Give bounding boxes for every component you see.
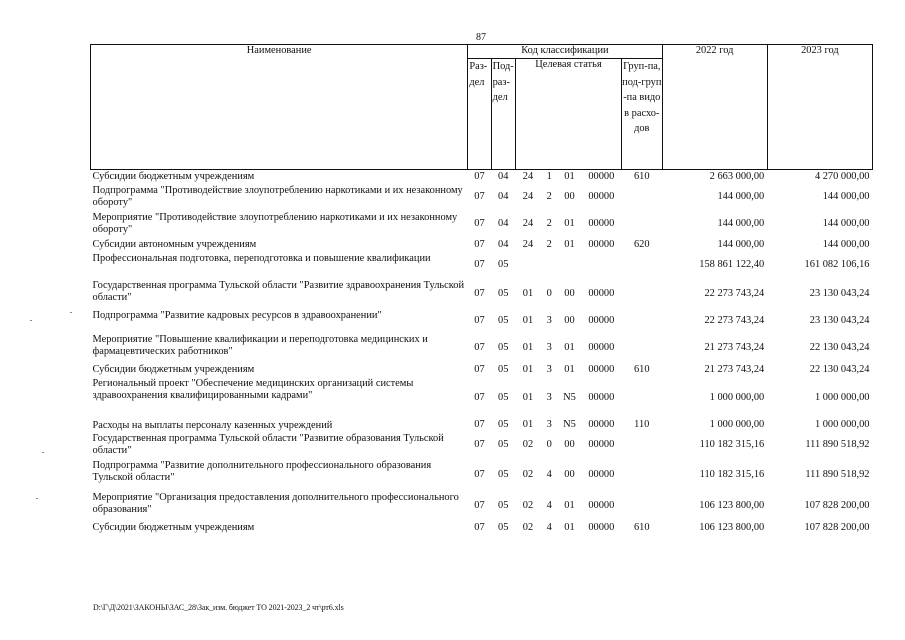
row-section: 07: [474, 499, 485, 511]
row-target-direction: 00000: [588, 468, 615, 480]
row-amount-2023: 161 082 106,16: [804, 259, 870, 270]
row-amount-2023: 144 000,00: [822, 218, 870, 229]
row-expense-group: [622, 491, 663, 521]
page-number: 87: [476, 32, 486, 43]
row-expense-group: [622, 184, 663, 211]
row-expense-group: 610: [633, 170, 650, 182]
row-section: 07: [474, 314, 485, 326]
row-target-direction: 00000: [588, 314, 615, 326]
row-name: Подпрограмма "Развитие кадровых ресурсов в здравоохранении": [92, 309, 382, 321]
table-row: [91, 432, 873, 459]
row-amount-2022: 21 273 743,24: [704, 341, 765, 353]
row-name: Мероприятие "Повышение квалификации и переподготовка медицинских и фармацевтических работников": [92, 333, 428, 357]
row-section: 07: [474, 391, 485, 403]
row-subsection: 05: [498, 468, 509, 480]
row-target-program: 02: [522, 499, 534, 511]
row-target-subprogram: 4: [546, 499, 552, 511]
row-target-event: 01: [564, 170, 575, 182]
row-name: Расходы на выплаты персоналу казенных учреждений: [92, 419, 333, 431]
row-section: 07: [474, 238, 485, 250]
row-target-program: 24: [522, 170, 534, 182]
table-row: [91, 184, 873, 211]
row-amount-2022: 22 273 743,24: [704, 314, 765, 326]
row-section: 07: [474, 363, 485, 375]
row-section: 07: [474, 259, 485, 270]
table-row: [91, 459, 873, 491]
row-name: Подпрограмма "Противодействие злоупотреблению наркотиками и их незаконному обороту": [92, 184, 463, 208]
row-target-direction: 00000: [588, 521, 615, 533]
row-target-direction: 00000: [588, 341, 615, 353]
table-row: [91, 333, 873, 363]
row-target-direction: [581, 252, 621, 279]
table-row: [91, 211, 873, 238]
row-amount-2022: 158 861 122,40: [699, 259, 765, 270]
row-name: Мероприятие "Организация предоставления дополнительного профессионального образования": [92, 491, 459, 515]
row-subsection: 05: [498, 439, 509, 450]
row-section: 07: [474, 521, 485, 533]
row-expense-group: [622, 309, 663, 333]
header-section: Раз-дел: [468, 59, 491, 170]
row-amount-2023: 4 270 000,00: [814, 170, 870, 182]
row-target-program: 01: [522, 341, 534, 353]
row-target-subprogram: 3: [546, 419, 552, 430]
row-amount-2023: 107 828 200,00: [804, 521, 870, 533]
row-expense-group: [622, 459, 663, 491]
header-subsection: Под-раз-дел: [491, 59, 515, 170]
row-name: Мероприятие "Противодействие злоупотреблению наркотиками и их незаконному обороту": [92, 211, 458, 235]
row-amount-2023: 23 130 043,24: [809, 287, 870, 299]
row-target-event: 01: [564, 363, 575, 375]
row-amount-2023: 22 130 043,24: [809, 363, 870, 375]
row-amount-2022: 144 000,00: [717, 191, 765, 202]
row-amount-2023: 144 000,00: [822, 191, 870, 202]
row-target-subprogram: [541, 252, 558, 279]
row-expense-group: 610: [633, 363, 650, 375]
row-target-event: 01: [564, 341, 575, 353]
row-amount-2022: 1 000 000,00: [709, 419, 765, 430]
row-section: 07: [474, 468, 485, 480]
row-amount-2022: 106 123 800,00: [699, 521, 765, 533]
row-subsection: 05: [498, 341, 509, 353]
row-target-subprogram: 4: [546, 521, 552, 533]
row-section: 07: [474, 341, 485, 353]
row-target-direction: 00000: [588, 170, 615, 182]
row-expense-group: [622, 211, 663, 238]
row-target-program: 02: [522, 521, 534, 533]
row-subsection: 04: [498, 170, 509, 182]
row-amount-2022: 22 273 743,24: [704, 287, 765, 299]
row-target-direction: 00000: [588, 419, 615, 430]
row-target-direction: 00000: [588, 363, 615, 375]
table-row: [91, 521, 873, 535]
row-subsection: 04: [498, 191, 509, 202]
row-target-program: 24: [522, 218, 534, 229]
row-target-event: 01: [564, 499, 575, 511]
row-name: Субсидии автономным учреждениям: [92, 238, 257, 250]
row-name: Региональный проект "Обеспечение медицинских организаций системы здравоохранения квалифицированными кадрами": [92, 377, 414, 401]
row-section: 07: [474, 218, 485, 229]
row-target-subprogram: 0: [546, 287, 552, 299]
row-amount-2022: 2 663 000,00: [709, 170, 765, 182]
row-target-event: 01: [564, 521, 575, 533]
row-subsection: 05: [498, 287, 509, 299]
row-section: 07: [474, 191, 485, 202]
scan-speck: [36, 498, 38, 499]
row-expense-group: [622, 377, 663, 419]
row-target-subprogram: 3: [546, 391, 552, 403]
row-expense-group: [622, 333, 663, 363]
row-amount-2023: 1 000 000,00: [814, 391, 870, 403]
scan-speck: [42, 452, 44, 453]
row-amount-2022: 144 000,00: [717, 218, 765, 229]
row-amount-2022: 144 000,00: [717, 238, 765, 250]
row-target-direction: 00000: [588, 439, 615, 450]
table-row: [91, 419, 873, 432]
row-amount-2022: 106 123 800,00: [699, 499, 765, 511]
budget-table: [90, 44, 873, 535]
header-classification: Код классификации: [468, 45, 662, 59]
row-amount-2022: 21 273 743,24: [704, 363, 765, 375]
row-target-program: 01: [522, 419, 534, 430]
row-target-direction: 00000: [588, 191, 615, 202]
row-expense-group: [622, 252, 663, 279]
row-section: 07: [474, 419, 485, 430]
row-target-event: 01: [564, 218, 575, 229]
table-row: [91, 170, 873, 184]
row-target-program: 02: [522, 439, 534, 450]
row-name: Субсидии бюджетным учреждениям: [92, 363, 255, 375]
scan-speck: [70, 312, 72, 313]
header-target-article: Целевая статья: [515, 59, 621, 170]
row-subsection: 05: [498, 259, 509, 270]
row-subsection: 05: [498, 419, 509, 430]
row-subsection: 05: [498, 391, 509, 403]
row-subsection: 05: [498, 499, 509, 511]
row-target-subprogram: 3: [546, 314, 552, 326]
row-subsection: 05: [498, 314, 509, 326]
row-target-program: 01: [522, 287, 534, 299]
row-subsection: 04: [498, 238, 509, 250]
row-name: Государственная программа Тульской области "Развитие образования Тульской области": [92, 432, 444, 456]
row-target-subprogram: 2: [546, 218, 552, 229]
row-amount-2023: 23 130 043,24: [809, 314, 870, 326]
row-target-event: 01: [564, 238, 575, 250]
row-target-event: N5: [563, 391, 576, 403]
table-row: [91, 377, 873, 419]
row-target-subprogram: 3: [546, 363, 552, 375]
row-section: 07: [474, 439, 485, 450]
row-target-program: 02: [522, 468, 534, 480]
row-target-event: 00: [564, 314, 575, 326]
header-year-2023: 2023 год: [767, 45, 872, 170]
row-target-direction: 00000: [588, 218, 615, 229]
row-name: Профессиональная подготовка, переподготовка и повышение квалификации: [92, 252, 431, 264]
table-row: [91, 491, 873, 521]
table-row: [91, 309, 873, 333]
row-name: Подпрограмма "Развитие дополнительного профессионального образования Тульской области": [92, 459, 432, 483]
table-row: [91, 238, 873, 252]
row-amount-2023: 1 000 000,00: [814, 419, 870, 430]
row-target-direction: 00000: [588, 238, 615, 250]
file-path-footer: D:\Г\Д\2021\ЗАКОНЫ\ЗАС_28\Зак_изм. бюджет ТО 2021-2023_2 чт\рт6.xls: [93, 603, 344, 612]
row-target-subprogram: 0: [546, 439, 552, 450]
row-amount-2023: 111 890 518,92: [805, 468, 870, 480]
row-amount-2023: 111 890 518,92: [805, 439, 870, 450]
row-amount-2022: 110 182 315,16: [699, 439, 765, 450]
row-target-subprogram: 4: [546, 468, 552, 480]
row-target-program: [515, 252, 540, 279]
row-target-event: 00: [564, 191, 575, 202]
row-target-direction: 00000: [588, 499, 615, 511]
row-name: Субсидии бюджетным учреждениям: [92, 171, 255, 182]
row-amount-2022: 110 182 315,16: [699, 468, 765, 480]
row-target-event: [558, 252, 581, 279]
row-section: 07: [474, 287, 485, 299]
table-row: [91, 279, 873, 309]
row-target-program: 01: [522, 314, 534, 326]
row-expense-group: 110: [634, 419, 650, 430]
table-row: [91, 363, 873, 377]
row-amount-2023: 22 130 043,24: [809, 341, 870, 353]
row-amount-2023: 144 000,00: [822, 238, 870, 250]
header-year-2022: 2022 год: [662, 45, 767, 170]
row-target-subprogram: 2: [546, 238, 552, 250]
row-expense-group: [622, 279, 663, 309]
row-name: Государственная программа Тульской области "Развитие здравоохранения Тульской области": [92, 279, 465, 303]
header-name: Наименование: [91, 45, 468, 170]
row-name: Субсидии бюджетным учреждениям: [92, 521, 255, 533]
row-target-event: 00: [564, 287, 575, 299]
row-target-event: 00: [564, 439, 575, 450]
row-target-subprogram: 2: [546, 191, 552, 202]
row-subsection: 04: [498, 218, 509, 229]
header-expense-group: Груп-па, под-груп-па видов расхо-дов: [622, 59, 663, 170]
row-target-event: 00: [564, 468, 575, 480]
row-amount-2022: 1 000 000,00: [709, 391, 765, 403]
row-target-program: 01: [522, 363, 534, 375]
scan-speck: [30, 320, 32, 321]
row-target-program: 24: [522, 191, 534, 202]
row-target-program: 24: [522, 238, 534, 250]
row-expense-group: [622, 432, 663, 459]
row-amount-2023: 107 828 200,00: [804, 499, 870, 511]
row-expense-group: 610: [633, 521, 650, 533]
row-subsection: 05: [498, 521, 509, 533]
row-target-subprogram: 1: [546, 170, 552, 182]
row-subsection: 05: [498, 363, 509, 375]
row-expense-group: 620: [633, 238, 650, 250]
row-target-subprogram: 3: [546, 341, 552, 353]
row-target-direction: 00000: [588, 391, 615, 403]
row-target-direction: 00000: [588, 287, 615, 299]
row-target-program: 01: [522, 391, 534, 403]
row-target-event: N5: [563, 419, 576, 430]
table-row: [91, 252, 873, 279]
row-section: 07: [474, 170, 485, 182]
